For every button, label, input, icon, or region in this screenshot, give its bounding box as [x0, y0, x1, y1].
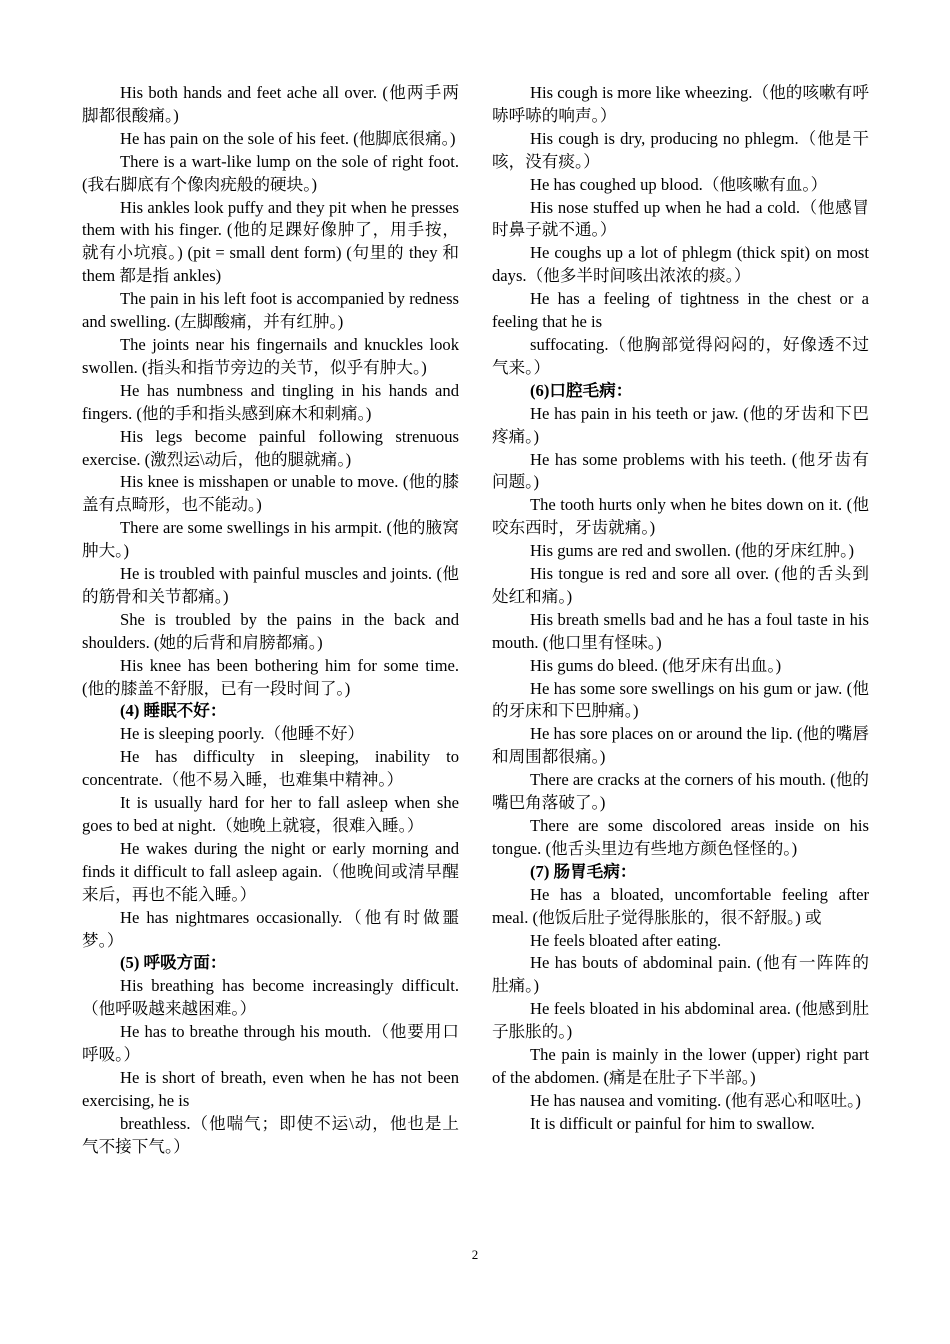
paragraph: He has sore places on or around the lip. (他的嘴唇和周围都很痛。): [492, 724, 869, 767]
paragraph: It is usually hard for her to fall asleep when she goes to bed at night.（她晚上就寝，很难入睡。）: [82, 793, 459, 835]
paragraph: His tongue is red and sore all over. (他的舌头到处红和痛。): [492, 564, 869, 606]
section-heading-breathing: (5) 呼吸方面：: [120, 953, 227, 973]
paragraph: He has difficulty in sleeping, inability to concentrate.（他不易入睡，也难集中精神。）: [82, 747, 459, 790]
paragraph: He has some problems with his teeth. (他牙齿有问题。): [492, 449, 869, 492]
section-heading-sleep: (4) 睡眠不好：: [120, 701, 227, 721]
paragraph: He coughs up a lot of phlegm (thick spit) on most days.（他多半时间咳出浓浓的痰。）: [492, 243, 869, 286]
paragraph: His knee has been bothering him for some time. (他的膝盖不舒服，已有一段时间了。): [82, 655, 459, 698]
right-column: [492, 82, 869, 1136]
paragraph: His both hands and feet ache all over. (他两手两脚都很酸痛。): [82, 83, 459, 125]
paragraph: He is short of breath, even when he has not been exercising, he is: [82, 1067, 459, 1110]
paragraph: He feels bloated in his abdominal area. (他感到肚子胀胀的。): [492, 999, 869, 1042]
paragraph: He has coughed up blood.（他咳嗽有血。）: [530, 174, 828, 194]
paragraph: His ankles look puffy and they pit when he presses them with his finger. (他的足踝好像肿了，用手按，就有小坑痕。) (pit = small dent form) (句里的 they 和 them 都是指 ankles): [82, 197, 459, 286]
paragraph: She is troubled by the pains in the back and shoulders. (她的后背和肩膀都痛。): [82, 609, 459, 652]
paragraph: He is troubled with painful muscles and joints. (他的筋骨和关节都痛。): [82, 564, 459, 606]
paragraph: There is a wart-like lump on the sole of right foot. (我右脚底有个像肉疣般的硬块。): [82, 151, 459, 194]
section-heading-mouth: (6)口腔毛病：: [530, 380, 633, 400]
paragraph: He is sleeping poorly.（他睡不好）: [120, 724, 365, 744]
paragraph-continuation: suffocating.（他胸部觉得闷闷的，好像透不过气来。）: [492, 334, 869, 377]
paragraph: The pain is mainly in the lower (upper) right part of the abdomen. (痛是在肚子下半部。): [492, 1045, 869, 1087]
paragraph: His gums are red and swollen. (他的牙床红肿。): [530, 541, 854, 561]
paragraph: The pain in his left foot is accompanied by redness and swelling. (左脚酸痛，并有红肿。): [82, 289, 459, 332]
paragraph: There are cracks at the corners of his mouth. (他的嘴巴角落破了。): [492, 770, 869, 813]
paragraph: His cough is dry, producing no phlegm.（他是干咳，没有痰。）: [492, 128, 869, 171]
paragraph: His legs become painful following strenuous exercise. (激烈运\动后，他的腿就痛。): [82, 426, 459, 469]
paragraph: The joints near his fingernails and knuckles look swollen. (指头和指节旁边的关节，似乎有肿大。): [82, 334, 459, 377]
paragraph: He has to breathe through his mouth.（他要用口呼吸。）: [82, 1022, 459, 1065]
left-column: [82, 82, 459, 1159]
paragraph: There are some discolored areas inside on his tongue. (他舌头里边有些地方颜色怪怪的。): [492, 816, 869, 858]
paragraph: He feels bloated after eating.: [530, 930, 722, 950]
paragraph: His knee is misshapen or unable to move. (他的膝盖有点畸形，也不能动。): [82, 472, 459, 515]
paragraph: He has a bloated, uncomfortable feeling after meal. (他饭后肚子觉得胀胀的，很不舒服。) 或: [492, 884, 869, 927]
paragraph: He has bouts of abdominal pain. (他有一阵阵的肚痛。): [492, 953, 869, 996]
paragraph: He has pain on the sole of his feet. (他脚底很痛。): [120, 128, 456, 148]
paragraph: His nose stuffed up when he had a cold.（他感冒时鼻子就不通。）: [492, 197, 869, 240]
paragraph: There are some swellings in his armpit. (他的腋窝肿大。): [82, 518, 459, 561]
paragraph-continuation: breathless.（他喘气；即使不运\动，他也是上气不接下气。）: [82, 1113, 459, 1156]
section-heading-stomach: (7) 肠胃毛病：: [530, 861, 637, 881]
paragraph: The tooth hurts only when he bites down on it. (他咬东西时，牙齿就痛。): [492, 495, 869, 538]
paragraph: He has pain in his teeth or jaw. (他的牙齿和下巴疼痛。): [492, 403, 869, 446]
paragraph: He has a feeling of tightness in the chest or a feeling that he is: [492, 289, 869, 332]
paragraph: His gums do bleed. (他牙床有出血。): [530, 655, 782, 675]
paragraph: He has nightmares occasionally.（他有时做噩梦。）: [82, 907, 459, 950]
paragraph: He wakes during the night or early morning and finds it difficult to fall asleep again.（他晚间或清早醒来后，再也不能入睡。）: [82, 838, 459, 904]
paragraph: His cough is more like wheezing.（他的咳嗽有呼哧呼哧的响声。）: [492, 83, 869, 125]
paragraph: His breathing has become increasingly difficult.（他呼吸越来越困难。）: [82, 976, 459, 1019]
paragraph: He has nausea and vomiting. (他有恶心和呕吐。): [530, 1090, 861, 1110]
paragraph: He has numbness and tingling in his hands and fingers. (他的手和指头感到麻木和刺痛。): [82, 380, 459, 423]
paragraph: His breath smells bad and he has a foul taste in his mouth. (他口里有怪味。): [492, 609, 869, 652]
paragraph: It is difficult or painful for him to swallow.: [530, 1113, 815, 1133]
page-number: 2: [471, 1247, 479, 1262]
paragraph: He has some sore swellings on his gum or jaw. (他的牙床和下巴肿痛。): [492, 678, 869, 721]
